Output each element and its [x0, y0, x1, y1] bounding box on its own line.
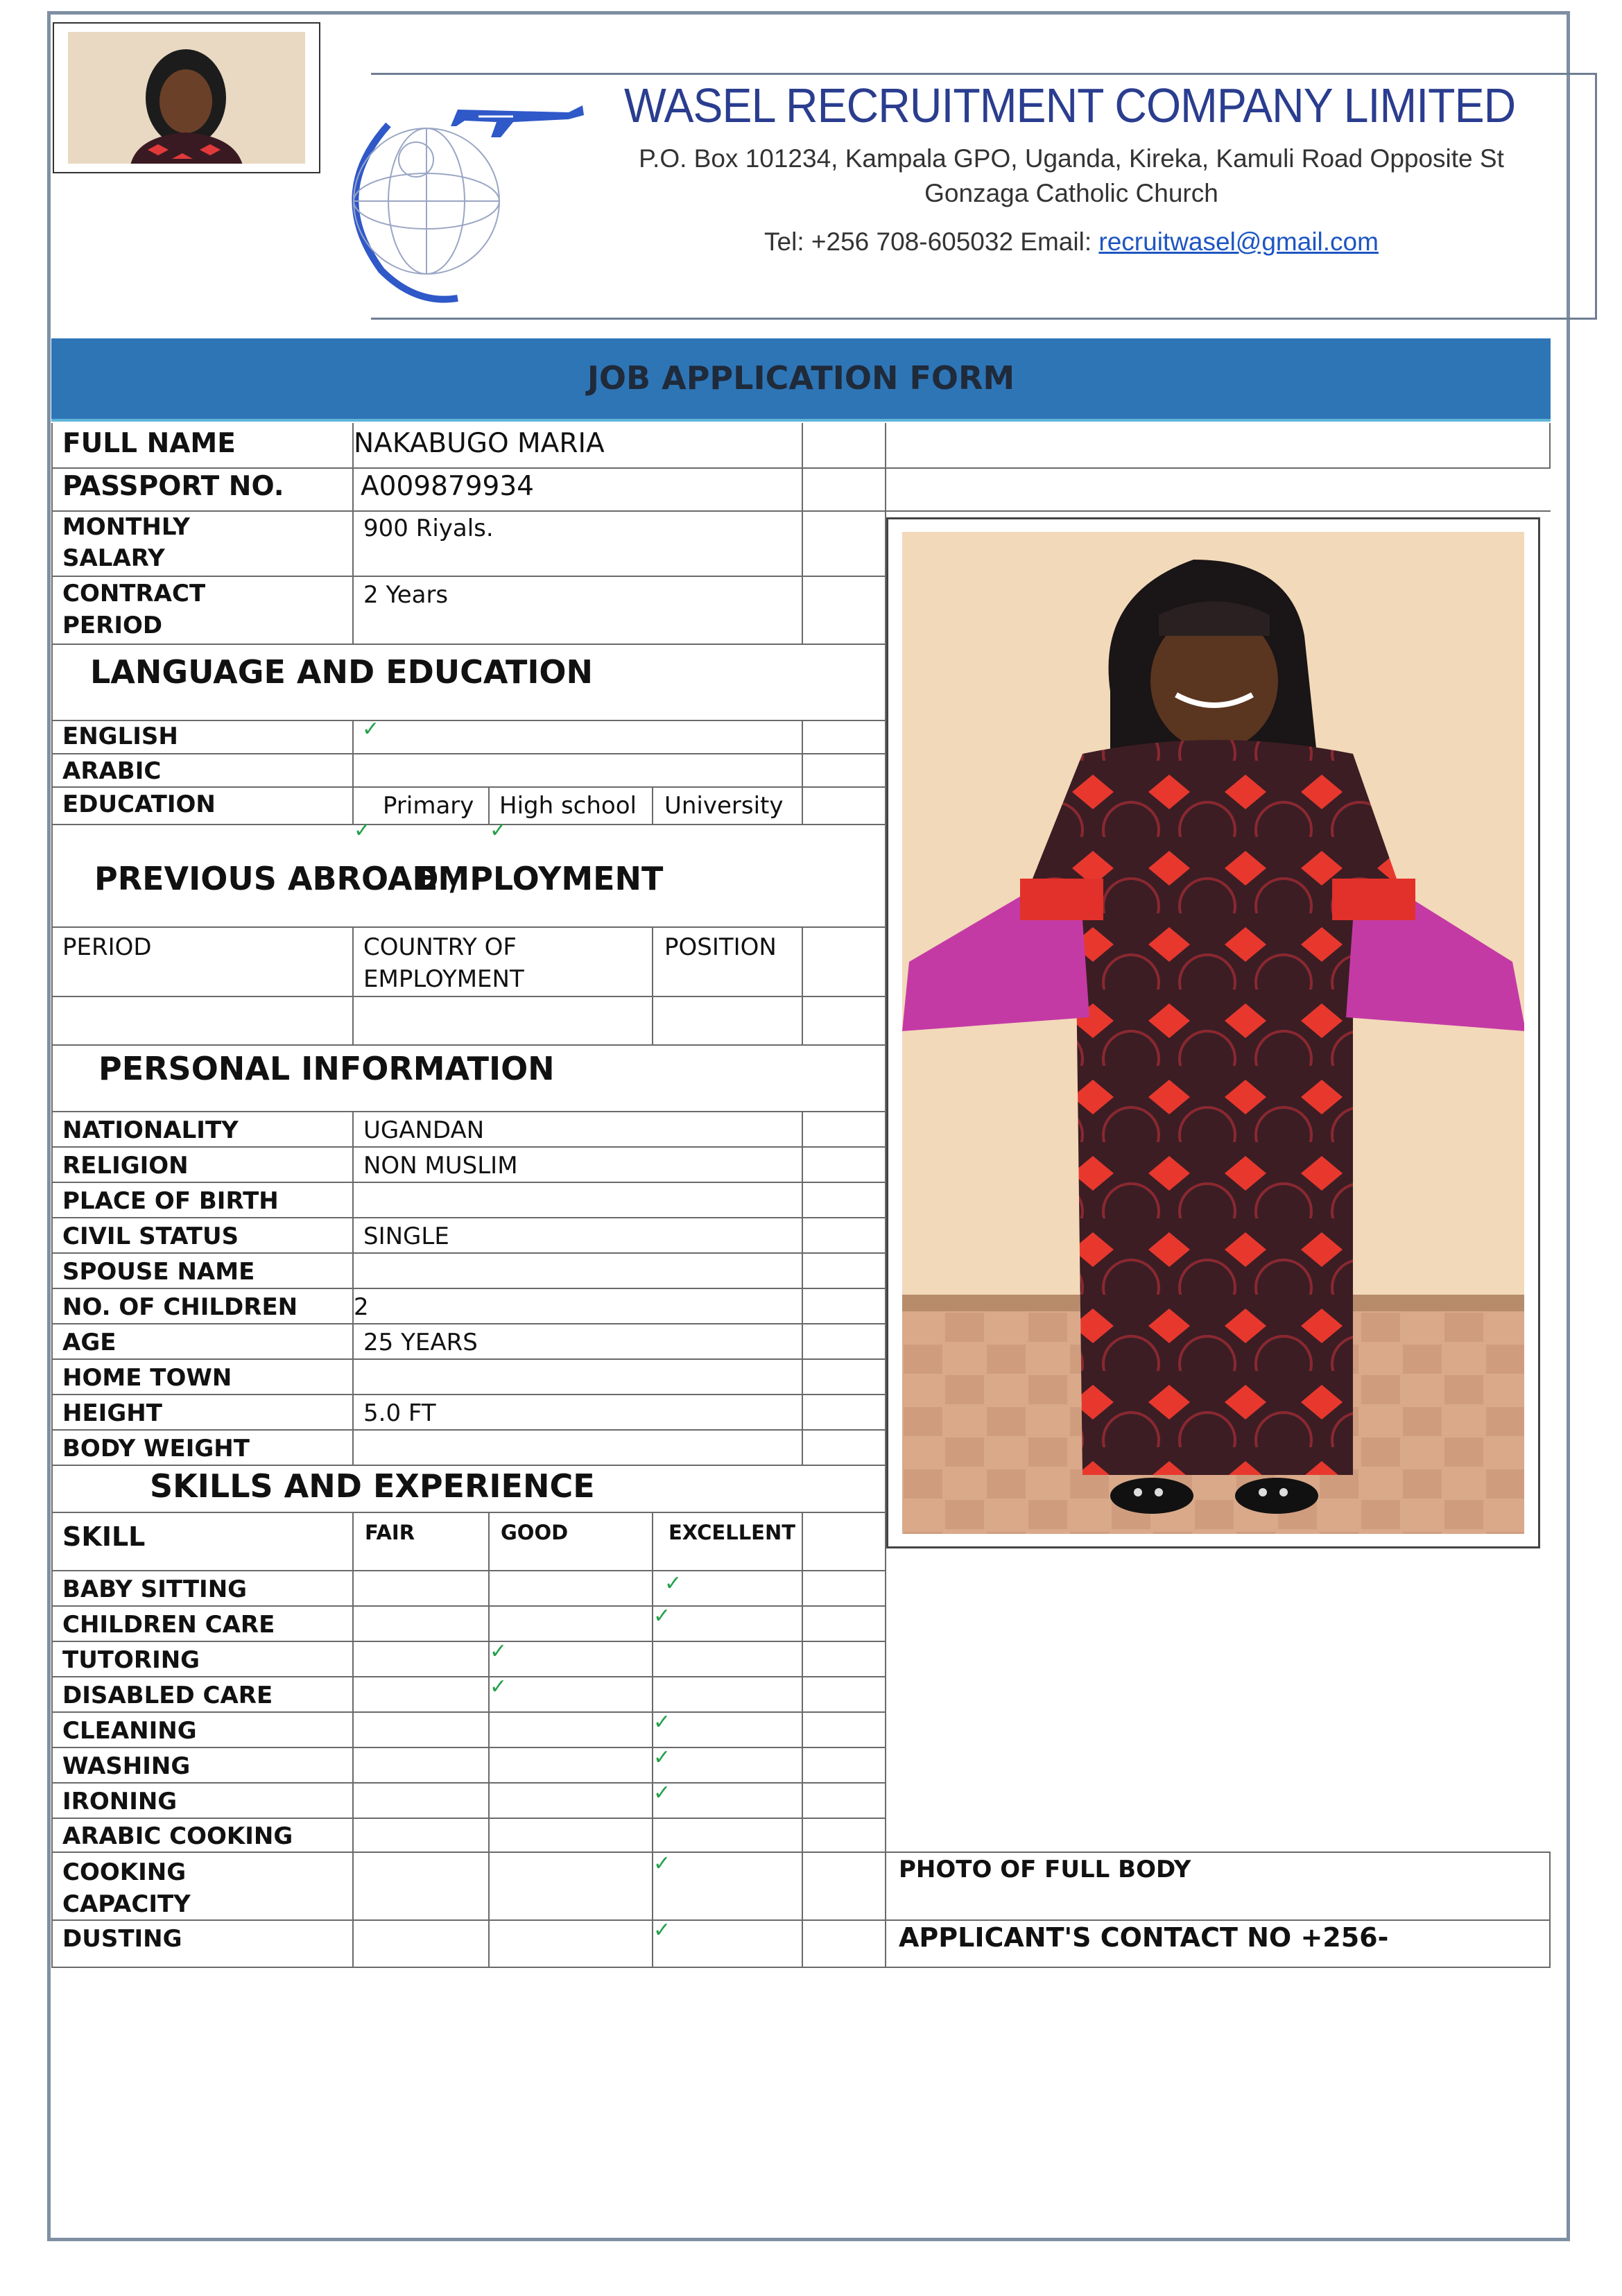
religion-label: RELIGION: [62, 1152, 189, 1180]
previous-abroad-heading-2: EMPLOYMENT: [416, 860, 664, 897]
high-school-check-icon: ✓: [490, 818, 508, 843]
place-of-birth-label: PLACE OF BIRTH: [62, 1187, 279, 1215]
col-country-1: COUNTRY OF: [363, 933, 517, 961]
skill-tutoring: TUTORING: [62, 1646, 200, 1674]
contract-label-1: CONTRACT: [62, 580, 206, 607]
company-address-line-1: P.O. Box 101234, Kampala GPO, Uganda, Kireka, Kamuli Road Opposite St: [639, 144, 1504, 173]
language-education-heading: LANGUAGE AND EDUCATION: [90, 653, 594, 691]
disabled-care-check-icon: ✓: [490, 1675, 508, 1699]
salary-label-1: MONTHLY: [62, 513, 190, 541]
skill-cleaning: CLEANING: [62, 1717, 197, 1745]
cooking-check-icon: ✓: [653, 1852, 671, 1876]
passport-value: A009879934: [361, 471, 534, 502]
baby-sitting-check-icon: ✓: [664, 1571, 682, 1596]
religion-value: NON MUSLIM: [363, 1152, 518, 1180]
tutoring-check-icon: ✓: [490, 1639, 508, 1664]
form-title-banner: [51, 338, 1551, 422]
skill-children-care: CHILDREN CARE: [62, 1611, 275, 1639]
full-name-value: NAKABUGO MARIA: [354, 428, 605, 459]
applicant-contact: APPLICANT'S CONTACT NO +256-: [899, 1922, 1389, 1953]
contract-value: 2 Years: [363, 581, 449, 609]
children-label: NO. OF CHILDREN: [62, 1293, 298, 1321]
skill-dusting: DUSTING: [62, 1925, 182, 1953]
col-position: POSITION: [664, 933, 777, 961]
skill-disabled-care: DISABLED CARE: [62, 1682, 273, 1709]
education-label: EDUCATION: [62, 791, 216, 818]
ironing-check-icon: ✓: [653, 1781, 671, 1805]
nationality-value: UGANDAN: [363, 1116, 485, 1144]
skill-baby-sitting: BABY SITTING: [62, 1576, 248, 1603]
english-label: ENGLISH: [62, 723, 178, 750]
col-country-2: EMPLOYMENT: [363, 965, 524, 993]
skill-ironing: IRONING: [62, 1788, 178, 1815]
children-care-check-icon: ✓: [653, 1604, 671, 1628]
contract-label-2: PERIOD: [62, 612, 163, 639]
col-excellent: EXCELLENT: [668, 1521, 796, 1544]
arabic-label: ARABIC: [62, 757, 162, 785]
english-check-icon: ✓: [362, 717, 380, 741]
skill-cooking-2: CAPACITY: [62, 1890, 191, 1918]
salary-value: 900 Riyals.: [363, 515, 494, 542]
passport-label: PASSPORT NO.: [62, 471, 284, 502]
skill-washing: WASHING: [62, 1752, 191, 1780]
dusting-check-icon: ✓: [653, 1918, 671, 1942]
cleaning-check-icon: ✓: [653, 1710, 671, 1734]
age-value: 25 YEARS: [363, 1329, 478, 1356]
personal-info-heading: PERSONAL INFORMATION: [98, 1050, 555, 1087]
height-label: HEIGHT: [62, 1399, 162, 1427]
education-level-high-school: High school: [499, 792, 637, 820]
col-period: PERIOD: [62, 933, 152, 961]
civil-status-value: SINGLE: [363, 1223, 449, 1250]
company-contact-line: [624, 227, 1519, 257]
education-level-primary: Primary: [383, 792, 474, 820]
col-fair: FAIR: [365, 1521, 415, 1544]
company-address-line-2: Gonzaga Catholic Church: [924, 179, 1218, 207]
col-good: GOOD: [501, 1521, 569, 1544]
washing-check-icon: ✓: [653, 1745, 671, 1770]
age-label: AGE: [62, 1329, 117, 1356]
form-title: JOB APPLICATION FORM: [587, 359, 1015, 397]
full-name-label: FULL NAME: [62, 428, 236, 459]
email-link[interactable]: recruitwasel@gmail.com: [1098, 227, 1379, 256]
skills-heading: SKILLS AND EXPERIENCE: [150, 1467, 595, 1505]
nationality-label: NATIONALITY: [62, 1116, 239, 1144]
skill-arabic-cooking: ARABIC COOKING: [62, 1822, 293, 1850]
col-skill: SKILL: [62, 1521, 146, 1552]
company-name: WASEL RECRUITMENT COMPANY LIMITED: [624, 78, 1516, 132]
salary-label-2: SALARY: [62, 544, 165, 572]
body-weight-label: BODY WEIGHT: [62, 1435, 250, 1462]
civil-status-label: CIVIL STATUS: [62, 1223, 239, 1250]
primary-check-icon: ✓: [354, 818, 372, 843]
photo-caption: PHOTO OF FULL BODY: [899, 1856, 1191, 1883]
children-value: 2: [354, 1293, 369, 1321]
height-value: 5.0 FT: [363, 1399, 436, 1427]
home-town-label: HOME TOWN: [62, 1364, 232, 1392]
tel-label: Tel: +256 708-605032 Email:: [764, 227, 1099, 256]
spouse-name-label: SPOUSE NAME: [62, 1258, 255, 1286]
passport-photo: [53, 22, 320, 173]
skill-cooking-1: COOKING: [62, 1858, 187, 1886]
full-body-photo: [886, 517, 1540, 1548]
previous-abroad-heading-1: PREVIOUS ABROAD /: [94, 860, 462, 897]
education-level-university: University: [664, 792, 784, 820]
